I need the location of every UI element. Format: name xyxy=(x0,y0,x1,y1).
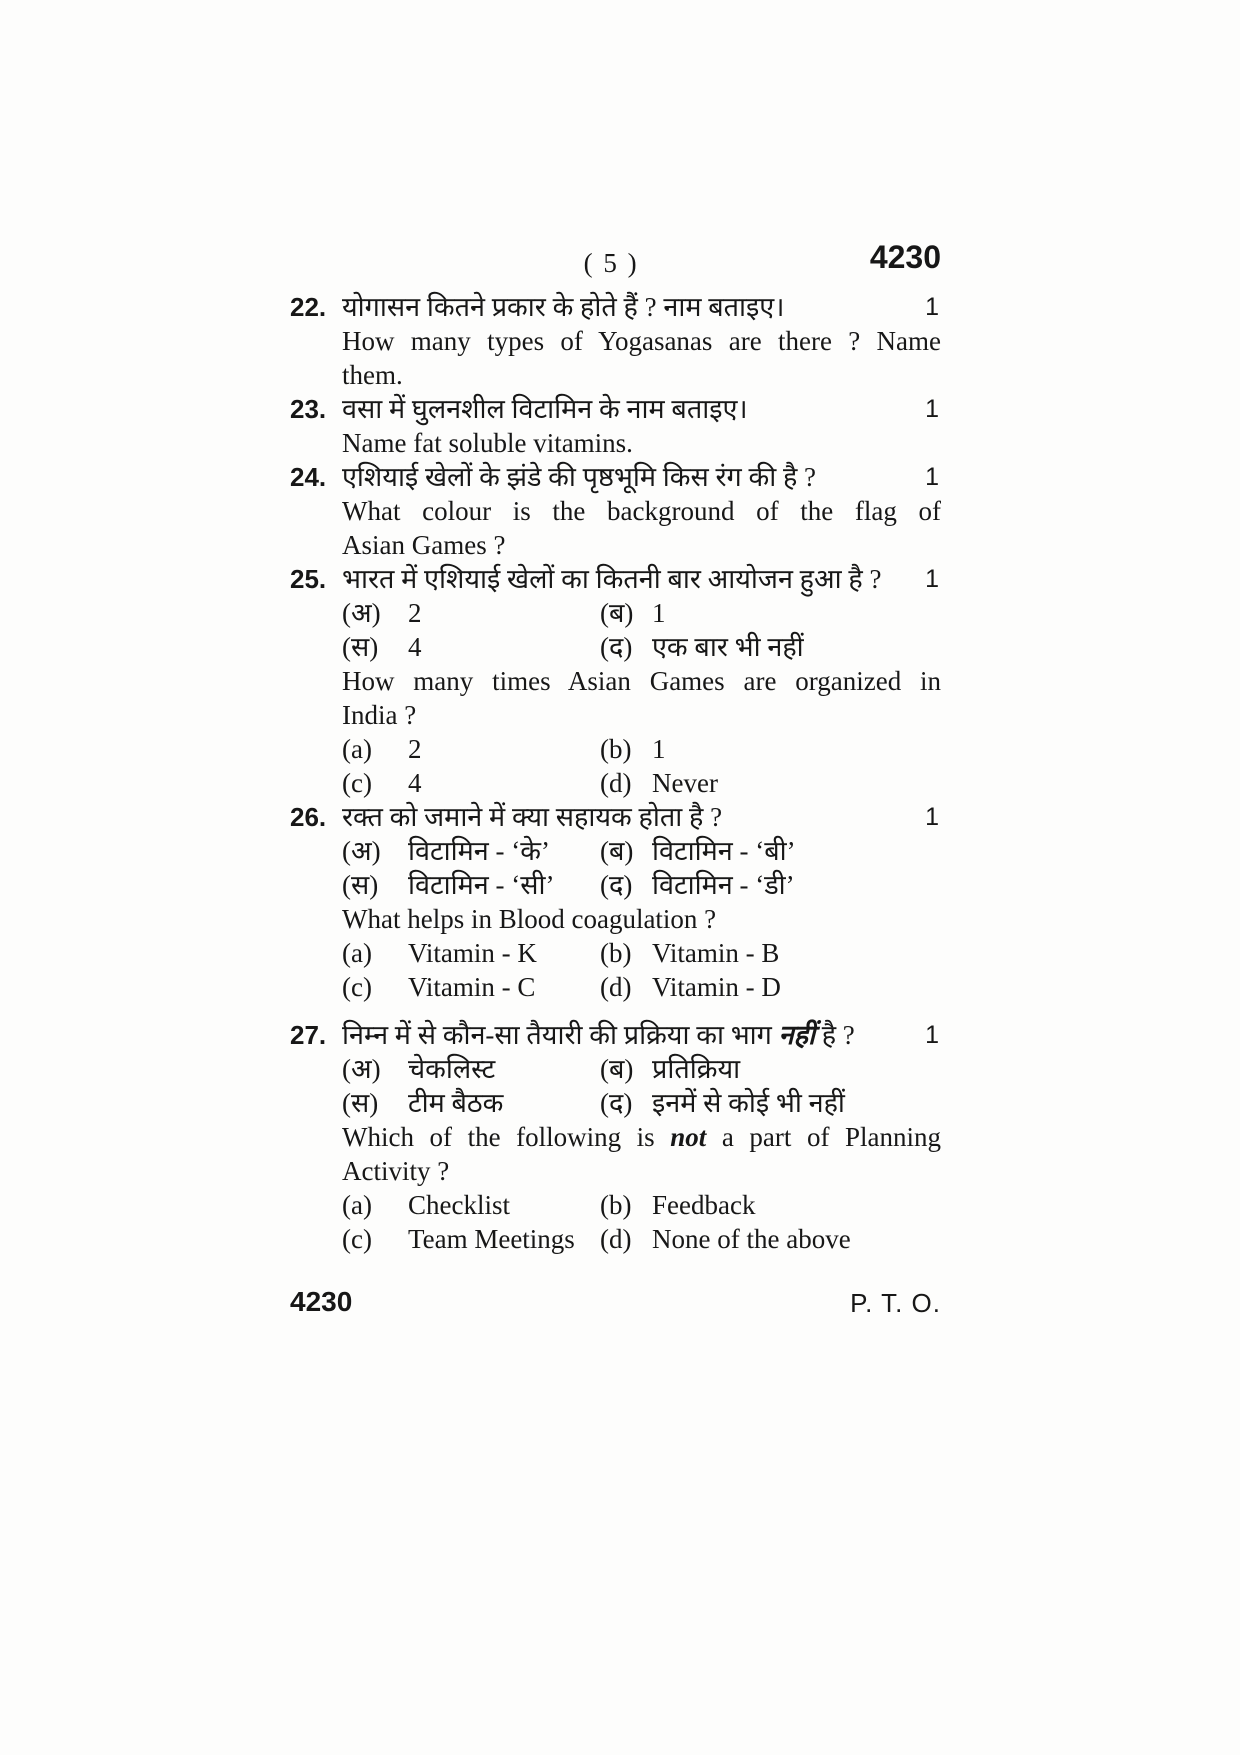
option-text: 4 xyxy=(408,768,422,798)
option-text: विटामिन - ‘के’ xyxy=(408,836,550,866)
options-row-hindi xyxy=(342,596,941,630)
option-text: 2 xyxy=(408,734,422,764)
option-d-hindi xyxy=(600,1086,941,1120)
option-text: विटामिन - ‘डी’ xyxy=(652,870,795,900)
question-text-english-line: What colour is the background of the flag of xyxy=(342,496,941,526)
options-row-english xyxy=(342,936,941,970)
option-label: (स) xyxy=(342,870,379,900)
question-number: 25. xyxy=(290,564,327,594)
option-text: विटामिन - ‘सी’ xyxy=(408,870,555,900)
option-label: (b) xyxy=(600,1190,632,1220)
option-text: टीम बैठक xyxy=(408,1088,504,1118)
marks-value: 1 xyxy=(925,293,939,321)
emphasis-word: नहीं xyxy=(778,1020,815,1050)
option-a-english xyxy=(342,732,600,766)
option-a-hindi xyxy=(342,596,600,630)
option-text: Vitamin - C xyxy=(408,972,536,1002)
option-label: (c) xyxy=(342,1224,372,1254)
question-text-english-line: How many times Asian Games are organized in xyxy=(342,666,941,696)
paper-code-footer: 4230 xyxy=(290,1286,353,1317)
option-label: (d) xyxy=(600,1224,632,1254)
option-label: (a) xyxy=(342,734,372,764)
question-number: 23. xyxy=(290,394,327,424)
option-text: इनमें से कोई भी नहीं xyxy=(652,1088,845,1118)
option-label: (d) xyxy=(600,768,632,798)
pto-label: P. T. O. xyxy=(850,1288,941,1318)
question-number: 26. xyxy=(290,802,327,832)
option-b-english xyxy=(600,732,941,766)
option-b-english xyxy=(600,1188,941,1222)
option-a-hindi xyxy=(342,834,600,868)
emphasis-word: not xyxy=(670,1122,707,1152)
option-text: Vitamin - K xyxy=(408,938,537,968)
option-text: Vitamin - D xyxy=(652,972,781,1002)
option-c-english xyxy=(342,970,600,1004)
option-label: (अ) xyxy=(342,836,381,866)
question-text-hindi: रक्त को जमाने में क्या सहायक होता है ? xyxy=(342,802,723,832)
marks-value: 1 xyxy=(925,803,939,831)
option-text: Never xyxy=(652,768,718,798)
option-a-english xyxy=(342,936,600,970)
option-label: (द) xyxy=(600,870,633,900)
question-text-english-line: What helps in Blood coagulation ? xyxy=(342,904,717,934)
options-row-hindi xyxy=(342,630,941,664)
question-text-hindi: वसा में घुलनशील विटामिन के नाम बताइए। xyxy=(342,394,748,424)
option-c-english xyxy=(342,766,600,800)
question-27 xyxy=(290,1018,941,1256)
question-text-english-line: India ? xyxy=(342,700,417,730)
option-label: (c) xyxy=(342,972,372,1002)
option-d-hindi xyxy=(600,868,941,902)
option-label: (अ) xyxy=(342,1054,381,1084)
option-text: 4 xyxy=(408,632,422,662)
option-text: Vitamin - B xyxy=(652,938,780,968)
question-text-english-line: Name fat soluble vitamins. xyxy=(342,428,633,458)
option-text: Feedback xyxy=(652,1190,756,1220)
option-label: (b) xyxy=(600,938,632,968)
option-label: (a) xyxy=(342,1190,372,1220)
option-label: (स) xyxy=(342,632,379,662)
marks-value: 1 xyxy=(925,463,939,491)
question-number: 24. xyxy=(290,462,327,492)
option-d-english xyxy=(600,766,941,800)
option-a-english xyxy=(342,1188,600,1222)
option-label: (द) xyxy=(600,1088,633,1118)
option-text: Checklist xyxy=(408,1190,510,1220)
question-text-hindi: योगासन कितने प्रकार के होते हैं ? नाम बताइए। xyxy=(342,292,785,322)
option-label: (b) xyxy=(600,734,632,764)
options-row-english xyxy=(342,970,941,1004)
question-number: 22. xyxy=(290,292,327,322)
options-row-english xyxy=(342,732,941,766)
page-header xyxy=(290,239,941,280)
marks-value: 1 xyxy=(925,565,939,593)
option-d-english xyxy=(600,970,941,1004)
option-c-english xyxy=(342,1222,600,1256)
question-23 xyxy=(290,392,941,460)
question-number: 27. xyxy=(290,1020,327,1050)
option-text: चेकलिस्ट xyxy=(408,1054,496,1084)
question-text-english-line: How many types of Yogasanas are there ? Name xyxy=(342,326,941,356)
question-text-english-line: Asian Games ? xyxy=(342,530,506,560)
options-row-english xyxy=(342,1222,941,1256)
option-label: (c) xyxy=(342,768,372,798)
option-b-hindi xyxy=(600,834,941,868)
question-text-english-line: Which of the following is not a part of Planning xyxy=(342,1122,941,1152)
option-b-hindi xyxy=(600,596,941,630)
options-row-hindi xyxy=(342,1052,941,1086)
option-text: 2 xyxy=(408,598,422,628)
option-label: (a) xyxy=(342,938,372,968)
option-c-hindi xyxy=(342,868,600,902)
options-row-english xyxy=(342,766,941,800)
option-label: (ब) xyxy=(600,836,634,866)
paper-code-header: 4230 xyxy=(869,239,941,275)
question-text-hindi: एशियाई खेलों के झंडे की पृष्ठभूमि किस रंग की है ? xyxy=(342,462,817,492)
option-d-english xyxy=(600,1222,941,1256)
question-26 xyxy=(290,800,941,1004)
option-text: None of the above xyxy=(652,1224,851,1254)
option-c-hindi xyxy=(342,630,600,664)
option-label: (ब) xyxy=(600,1054,634,1084)
marks-value: 1 xyxy=(925,395,939,423)
option-text: एक बार भी नहीं xyxy=(652,632,804,662)
option-label: (अ) xyxy=(342,598,381,628)
question-text-hindi: भारत में एशियाई खेलों का कितनी बार आयोजन हुआ है ? xyxy=(342,564,882,594)
option-text: विटामिन - ‘बी’ xyxy=(652,836,796,866)
question-22 xyxy=(290,290,941,392)
question-text-hindi: निम्न में से कौन-सा तैयारी की प्रक्रिया का भाग नहीं है ? xyxy=(342,1020,855,1050)
option-d-hindi xyxy=(600,630,941,664)
marks-value: 1 xyxy=(925,1021,939,1049)
option-label: (स) xyxy=(342,1088,379,1118)
page-number: ( 5 ) xyxy=(583,248,639,278)
options-row-hindi xyxy=(342,834,941,868)
option-b-hindi xyxy=(600,1052,941,1086)
option-a-hindi xyxy=(342,1052,600,1086)
options-row-hindi xyxy=(342,868,941,902)
option-label: (d) xyxy=(600,972,632,1002)
option-b-english xyxy=(600,936,941,970)
options-row-hindi xyxy=(342,1086,941,1120)
option-label: (द) xyxy=(600,632,633,662)
options-row-english xyxy=(342,1188,941,1222)
option-text: 1 xyxy=(652,598,666,628)
page-content xyxy=(290,239,941,1256)
option-text: 1 xyxy=(652,734,666,764)
question-text-english-line: Activity ? xyxy=(342,1156,450,1186)
question-text-english-line: them. xyxy=(342,360,403,390)
question-24 xyxy=(290,460,941,562)
option-text: प्रतिक्रिया xyxy=(652,1054,741,1084)
option-text: Team Meetings xyxy=(408,1224,575,1254)
question-25 xyxy=(290,562,941,800)
option-c-hindi xyxy=(342,1086,600,1120)
option-label: (ब) xyxy=(600,598,634,628)
